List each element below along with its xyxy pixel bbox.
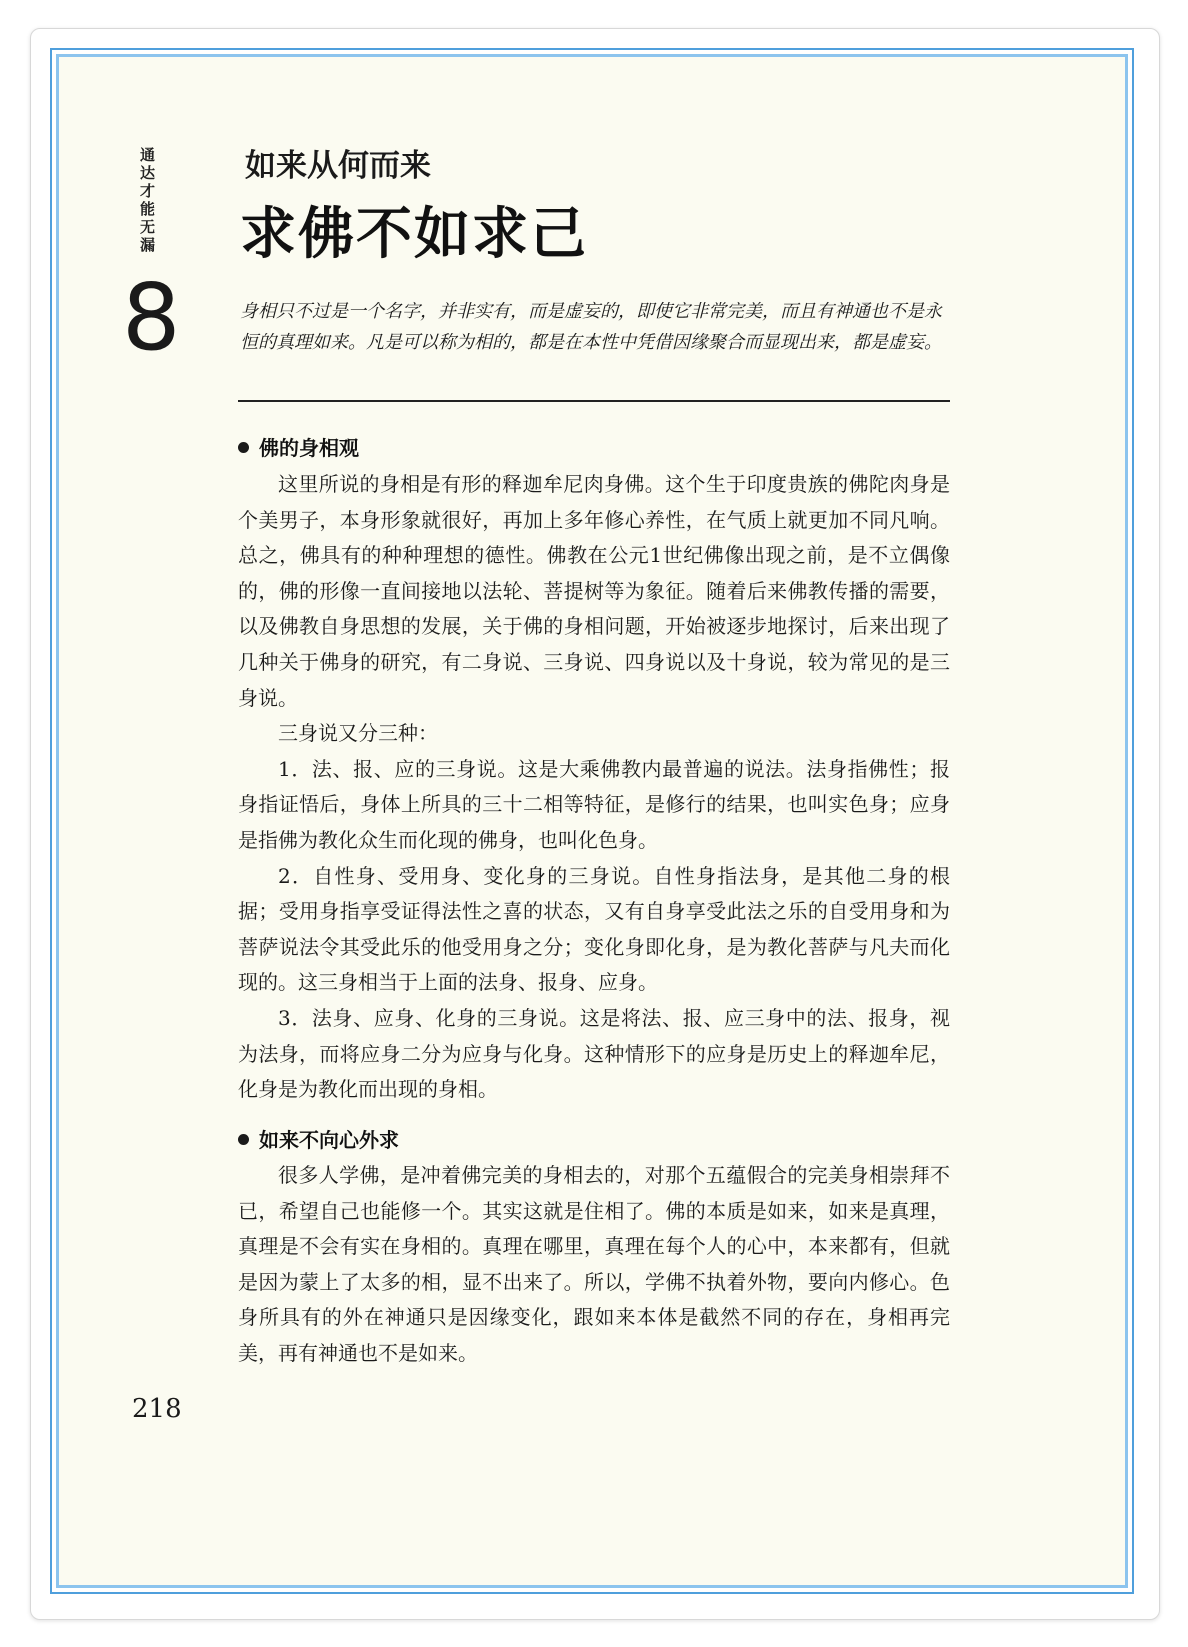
section-body-2 (238, 1158, 950, 1372)
intro-quote: 身相只不过是一个名字，并非实有，而是虚妄的，即使它非常完美，而且有神通也不是永恒的真理如来。凡是可以称为相的，都是在本性中凭借因缘聚合而显现出来，都是虚妄。 (240, 301, 942, 353)
chapter-side-label: 通达才能无漏 (140, 146, 156, 254)
paragraph: 这里所说的身相是有形的释迦牟尼肉身佛。这个生于印度贵族的佛陀肉身是个美男子，本身形象就很好，再加上多年修心养性，在气质上就更加不同凡响。总之，佛具有的种种理想的德性。佛教在公元1世纪佛像出现之前，是不立偶像的，佛的形像一直间接地以法轮、菩提树等为象征。随着后来佛教传播的需要，以及佛教自身思想的发展，关于佛的身相问题，开始被逐步地探讨，后来出现了几种关于佛身的研究，有二身说、三身说、四身说以及十身说，较为常见的是三身说。 (238, 472, 950, 710)
paragraph: 很多人学佛，是冲着佛完美的身相去的，对那个五蕴假合的完美身相崇拜不已，希望自己也能修一个。其实这就是住相了。佛的本质是如来，如来是真理，真理是不会有实在身相的。真理在哪里，真理在每个人的心中，本来都有，但就是因为蒙上了太多的相，显不出来了。所以，学佛不执着外物，要向内修心。色身所具有的外在神通只是因缘变化，跟如来本体是截然不同的存在，身相再完美，再有神通也不是如来。 (238, 1163, 950, 1365)
section-heading-text: 如来不向心外求 (259, 1128, 399, 1152)
divider (238, 400, 950, 402)
bullet-icon (238, 442, 249, 453)
section-body-1 (238, 467, 950, 1108)
section-heading-1 (238, 434, 359, 462)
bullet-icon (238, 1134, 249, 1145)
section-heading-2 (238, 1126, 399, 1154)
paragraph: 2．自性身、受用身、变化身的三身说。自性身指法身，是其他二身的根据；受用身指享受证得法性之喜的状态，又有自身享受此法之乐的自受用身和为菩萨说法令其受此乐的他受用身之分；变化身即化身，是为教化菩萨与凡夫而化现的。这三身相当于上面的法身、报身、应身。 (238, 863, 950, 995)
page-subtitle: 如来从何而来 (245, 148, 431, 184)
chapter-number: 8 (122, 264, 181, 371)
page-title: 求佛不如求己 (240, 202, 588, 267)
page-number: 218 (132, 1394, 182, 1424)
paragraph: 1．法、报、应的三身说。这是大乘佛教内最普遍的说法。法身指佛性；报身指证悟后，身体上所具的三十二相等特征，是修行的结果，也叫实色身；应身是指佛为教化众生而化现的佛身，也叫化色身。 (238, 756, 950, 852)
paragraph: 3．法身、应身、化身的三身说。这是将法、报、应三身中的法、报身，视为法身，而将应身二分为应身与化身。这种情形下的应身是历史上的释迦牟尼，化身是为教化而出现的身相。 (238, 1005, 950, 1102)
section-heading-text: 佛的身相观 (259, 436, 359, 460)
paragraph: 三身说又分三种： (278, 721, 438, 746)
